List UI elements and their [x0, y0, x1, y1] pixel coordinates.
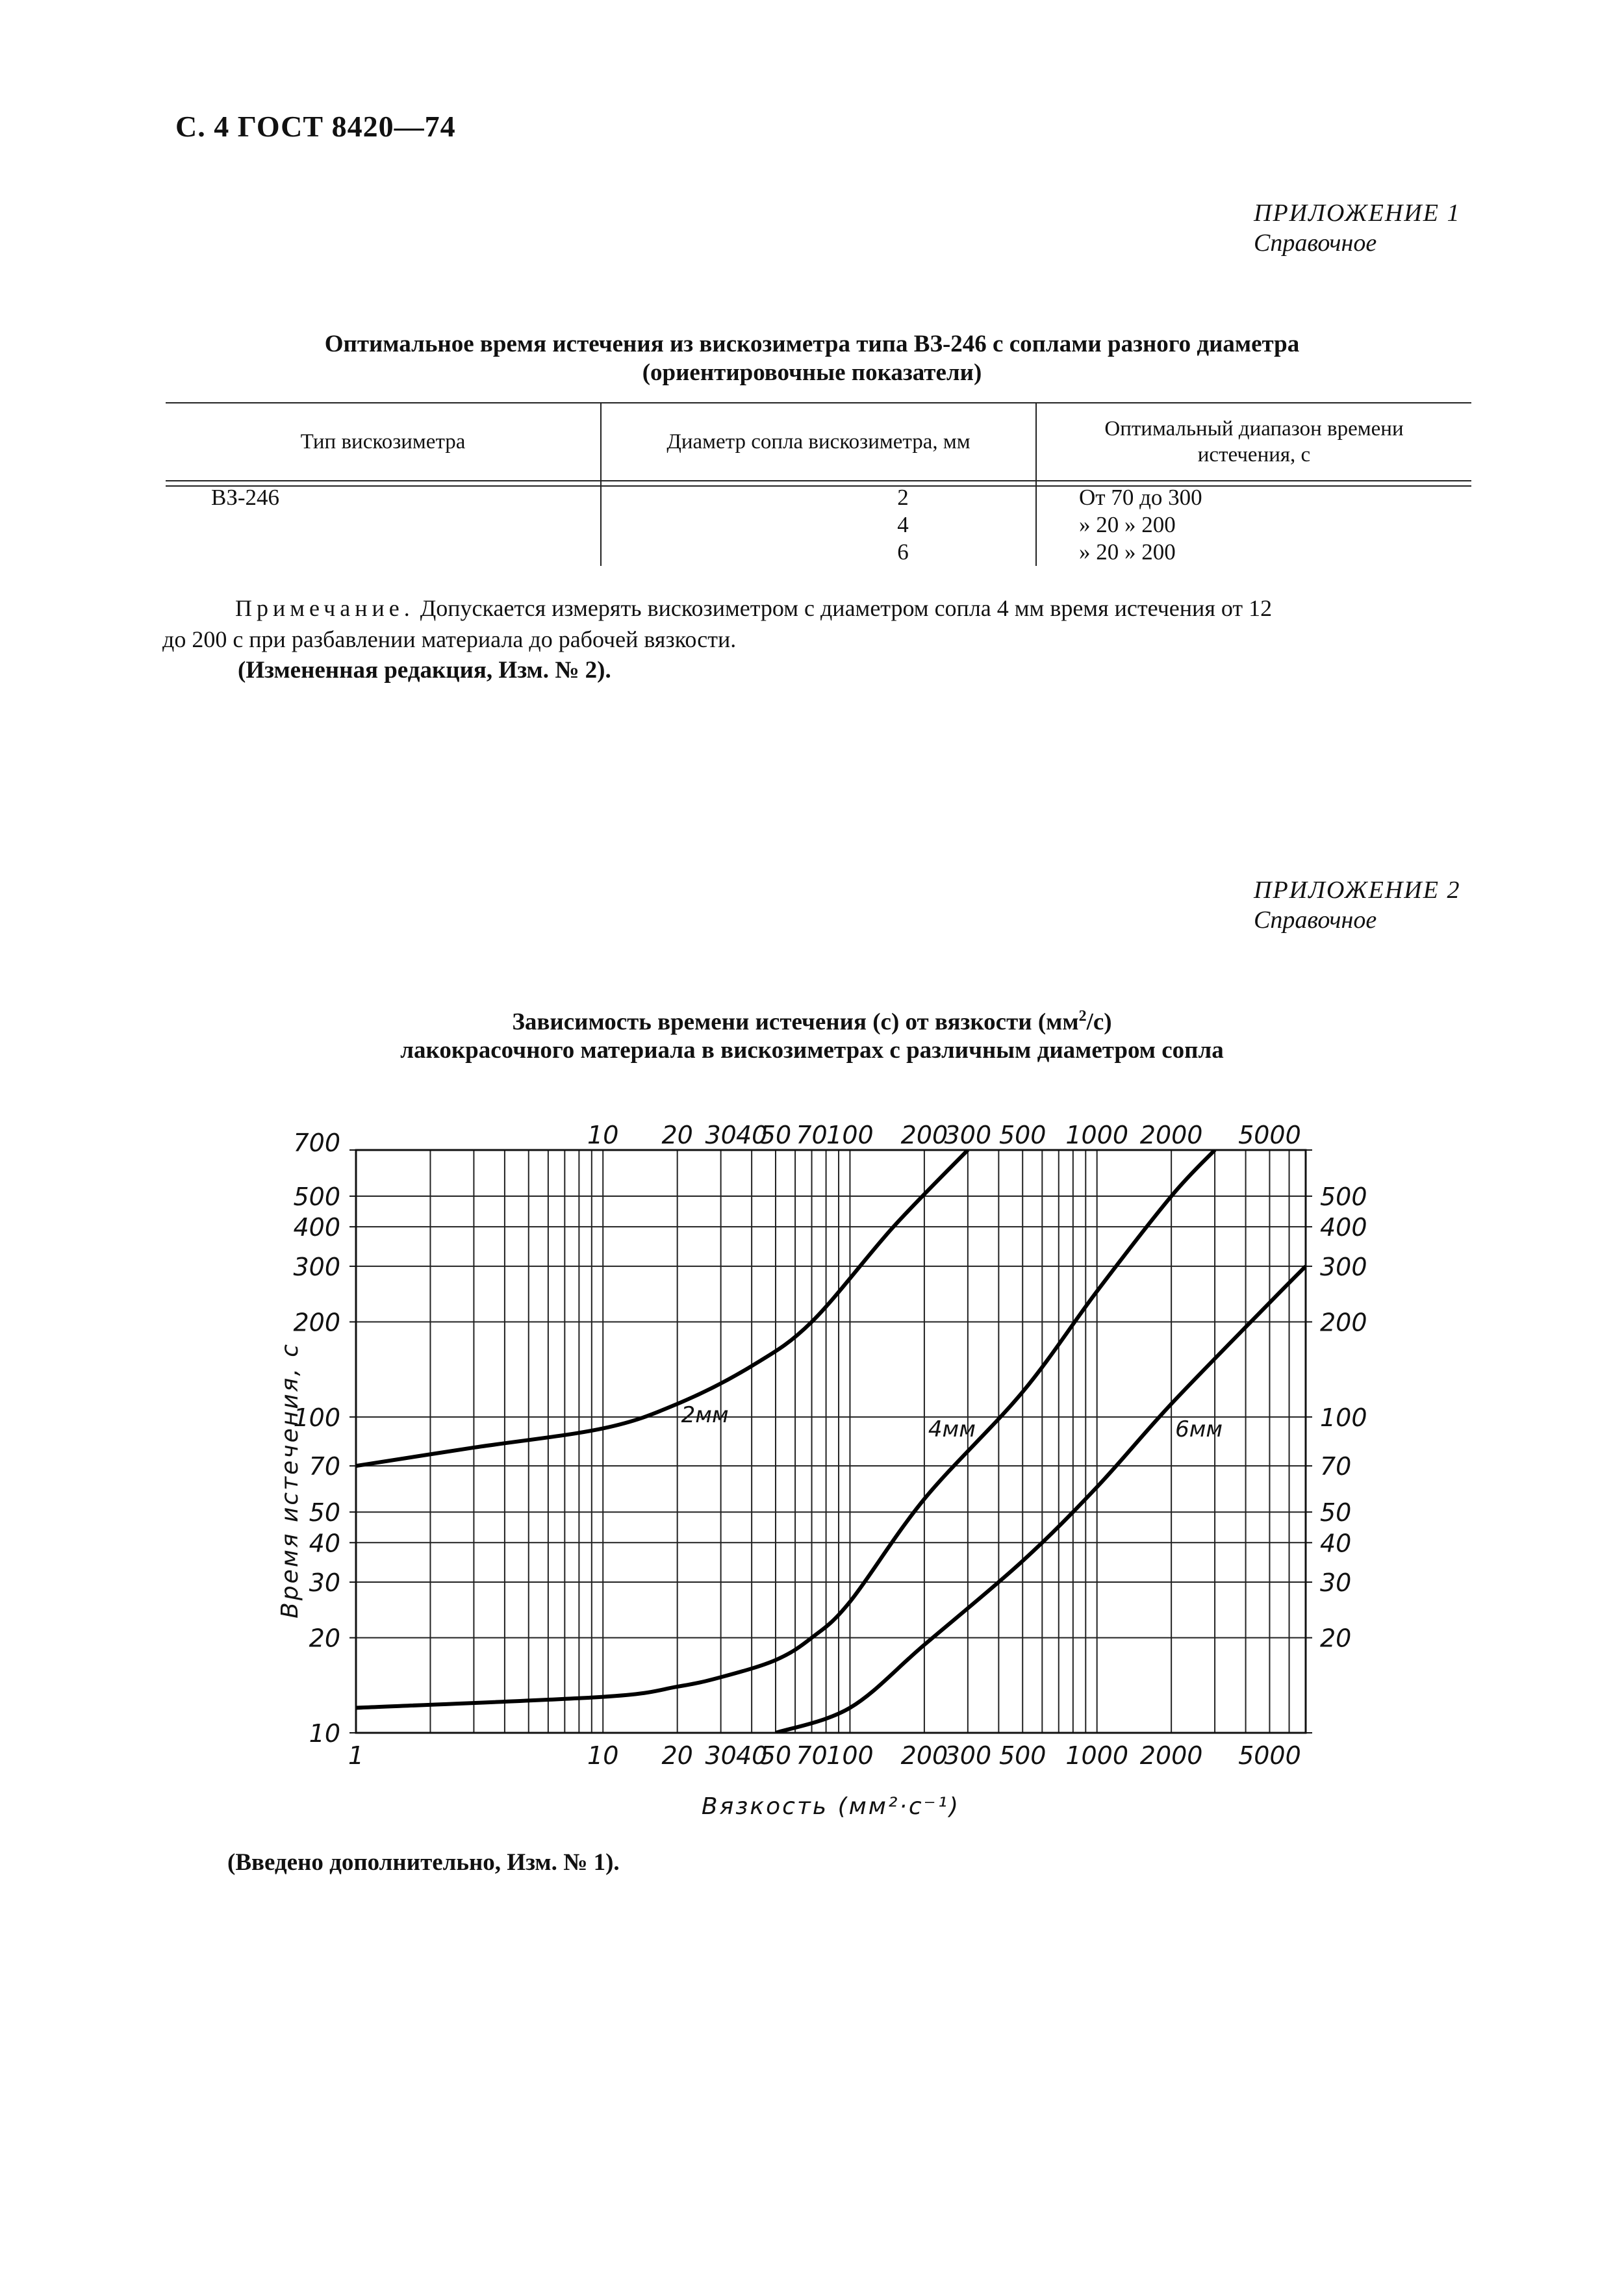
x-tick-label-top: 2000: [1139, 1121, 1203, 1149]
y-tick-label-left: 30: [309, 1568, 340, 1598]
x-tick-label-top: 200: [900, 1121, 948, 1149]
y-tick-label-right: 400: [1320, 1213, 1367, 1242]
appendix1-title-line2: (ориентировочные показатели): [642, 359, 982, 386]
y-tick-label-right: 40: [1320, 1529, 1352, 1558]
x-tick-label-bottom: 100: [826, 1741, 874, 1770]
y-tick-label-left: 400: [293, 1213, 340, 1242]
series-label-2мм: 2мм: [681, 1401, 729, 1428]
note-label: Примечание.: [235, 595, 414, 621]
y-tick-label-left: 40: [309, 1529, 340, 1558]
y-tick-label-right: 200: [1320, 1308, 1367, 1337]
table-row: От 70 до 300: [1079, 485, 1202, 510]
appendix2-title-line1-end: /с): [1086, 1008, 1112, 1036]
appendix1-kind: Справочное: [1254, 229, 1377, 257]
y-tick-label-right: 50: [1320, 1498, 1352, 1528]
series-curve-6мм: [776, 1266, 1306, 1733]
note-text-2: до 200 с при разбавлении материала до рабочей вязкости.: [162, 626, 737, 652]
appendix2-kind: Справочное: [1254, 906, 1377, 934]
appendix1-revision: (Измененная редакция, Изм. № 2).: [238, 657, 611, 684]
y-tick-label-right: 300: [1320, 1252, 1367, 1281]
appendix1-label: ПРИЛОЖЕНИЕ 1: [1254, 199, 1461, 227]
y-tick-label-right: 20: [1320, 1624, 1352, 1653]
x-tick-label-bottom: 40: [735, 1741, 768, 1770]
x-tick-label-top: 300: [944, 1121, 992, 1149]
page-header: С. 4 ГОСТ 8420—74: [175, 110, 456, 143]
x-tick-label-top: 30: [705, 1121, 737, 1149]
x-tick-label-bottom: 2000: [1139, 1741, 1203, 1770]
y-tick-label-left: 300: [293, 1252, 340, 1281]
x-tick-label-top: 1000: [1065, 1121, 1129, 1149]
table-header-type: Тип вискозиметра: [300, 430, 466, 454]
y-tick-label-right: 100: [1320, 1403, 1367, 1432]
appendix2-revision: (Введено дополнительно, Изм. № 1).: [227, 1849, 620, 1876]
x-axis-title: Вязкость (мм²·с⁻¹): [701, 1793, 961, 1820]
x-tick-label-bottom: 300: [944, 1741, 992, 1770]
y-tick-label-left: 10: [309, 1719, 340, 1748]
table-row: 6: [897, 539, 909, 565]
appendix1-title-line1: Оптимальное время истечения из вискозиметра типа ВЗ-246 с соплами разного диаметра: [324, 331, 1300, 357]
y-tick-label-left: 50: [309, 1498, 340, 1528]
table-row: 4: [897, 512, 909, 537]
appendix2-title-line2: лакокрасочного материала в вискозиметрах с различным диаметром сопла: [400, 1037, 1224, 1064]
y-tick-label-left: 700: [293, 1129, 340, 1157]
y-tick-label-right: 70: [1320, 1452, 1352, 1481]
x-tick-label-bottom: 500: [998, 1741, 1047, 1770]
x-tick-label-bottom: 70: [796, 1741, 828, 1770]
appendix2-title-sup: 2: [1078, 1008, 1087, 1025]
x-tick-label-top: 100: [826, 1121, 874, 1149]
x-tick-label-top: 10: [587, 1121, 619, 1149]
y-tick-label-right: 30: [1320, 1568, 1352, 1598]
x-tick-label-bottom: 1000: [1065, 1741, 1129, 1770]
x-tick-label-bottom: 1: [348, 1741, 364, 1770]
y-tick-label-right: 500: [1320, 1183, 1367, 1212]
y-tick-label-left: 100: [293, 1403, 340, 1432]
table-row: » 20 » 200: [1079, 512, 1176, 537]
x-tick-label-bottom: 5000: [1238, 1741, 1301, 1770]
x-tick-label-top: 40: [735, 1121, 768, 1149]
series-label-6мм: 6мм: [1175, 1416, 1223, 1443]
note-text-1: Допускается измерять вискозиметром с диаметром сопла 4 мм время истечения от 12: [414, 595, 1273, 621]
x-tick-label-bottom: 10: [587, 1741, 619, 1770]
y-tick-label-left: 70: [309, 1452, 340, 1481]
y-tick-label-left: 200: [293, 1308, 340, 1337]
x-tick-label-top: 20: [661, 1121, 693, 1149]
appendix2-label: ПРИЛОЖЕНИЕ 2: [1254, 876, 1461, 904]
plot-frame: [356, 1150, 1306, 1733]
table-header-range: Оптимальный диапазон времени истечения, с: [1036, 403, 1471, 480]
y-tick-label-left: 20: [309, 1624, 340, 1653]
x-tick-label-top: 500: [998, 1121, 1047, 1149]
x-tick-label-top: 70: [796, 1121, 828, 1149]
appendix2-title-line1: Зависимость времени истечения (с) от вязкости (мм: [512, 1008, 1079, 1036]
table-row: 2: [897, 485, 909, 510]
x-tick-label-bottom: 30: [705, 1741, 737, 1770]
x-tick-label-bottom: 200: [900, 1741, 948, 1770]
table-header-diameter: Диаметр сопла вискозиметра, мм: [601, 403, 1036, 480]
x-tick-label-bottom: 20: [661, 1741, 693, 1770]
x-tick-label-top: 50: [759, 1121, 792, 1149]
x-tick-label-top: 5000: [1238, 1121, 1301, 1149]
y-tick-label-left: 500: [293, 1183, 340, 1212]
series-curve-2мм: [356, 1150, 968, 1466]
series-label-4мм: 4мм: [928, 1416, 976, 1443]
y-axis-title: Время истечения, с: [277, 1342, 303, 1618]
table-cell-type: ВЗ-246: [211, 485, 280, 510]
table-row: » 20 » 200: [1079, 539, 1176, 565]
x-tick-label-bottom: 50: [759, 1741, 792, 1770]
